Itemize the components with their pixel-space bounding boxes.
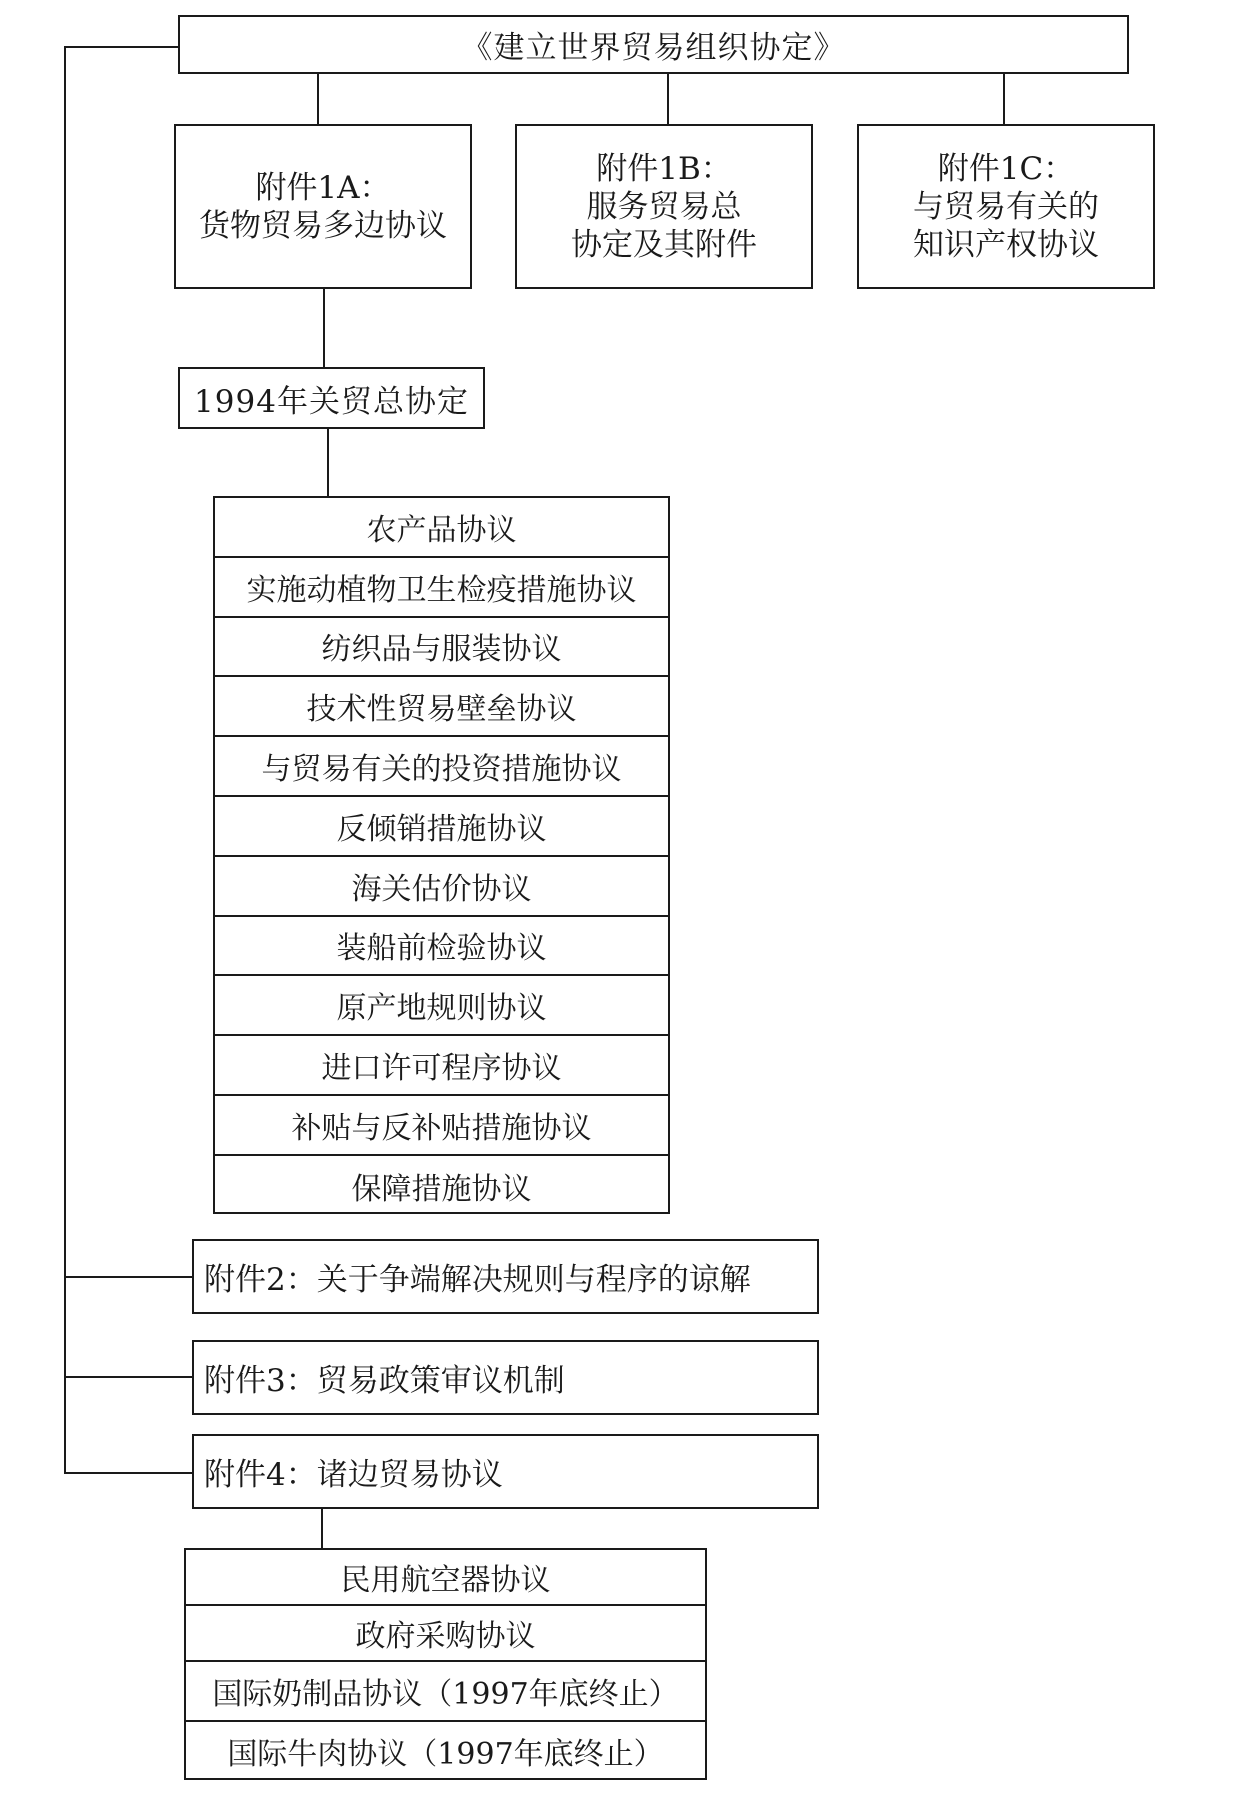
goods-agreement-item: 海关估价协议 [215,857,668,917]
annex-3-label: 附件3：贸易政策审议机制 [204,1363,565,1399]
goods-agreement-item: 与贸易有关的投资措施协议 [215,737,668,797]
goods-agreement-item: 装船前检验协议 [215,917,668,977]
gatt-1994-label: 1994年关贸总协定 [194,383,469,420]
gatt-1994-box [178,367,485,429]
plurilateral-agreement-item: 政府采购协议 [186,1606,705,1662]
annex-1c-line-3: 知识产权协议 [913,226,1099,263]
goods-agreement-item: 补贴与反补贴措施协议 [215,1096,668,1156]
connector-annex-1a-gatt [323,289,325,367]
goods-agreement-item: 实施动植物卫生检疫措施协议 [215,558,668,618]
annex-1b-line-3: 协定及其附件 [571,226,757,263]
connector-root-annex-1b [667,72,669,124]
goods-agreement-item: 保障措施协议 [351,1171,532,1207]
annex-1c-line-1: 附件1C： [937,150,1075,187]
annex-1c-box [857,124,1155,289]
connector-root-left [64,46,178,48]
plurilateral-agreement-item: 国际奶制品协议（1997年底终止） [186,1662,705,1722]
connector-spine-annex-3 [64,1376,192,1378]
annex-2-box [192,1239,819,1314]
annex-4-box [192,1434,819,1509]
goods-agreement-item: 农产品协议 [215,498,668,558]
goods-agreement-item: 纺织品与服装协议 [215,618,668,678]
annex-4-label: 附件4：诸边贸易协议 [204,1457,503,1493]
connector-left-spine [64,46,66,1474]
annex-1a-line-1: 附件1A： [255,169,391,206]
goods-agreements-list [213,496,670,1214]
annex-1a-box [174,124,472,289]
connector-spine-annex-2 [64,1276,192,1278]
wto-agreement-title: 《建立世界贸易组织协定》 [461,30,846,66]
annex-1a-line-2: 货物贸易多边协议 [199,207,447,244]
annex-3-box [192,1340,819,1415]
annex-1b-line-1: 附件1B： [596,150,732,187]
goods-agreement-item: 技术性贸易壁垒协议 [215,677,668,737]
goods-agreement-item: 反倾销措施协议 [215,797,668,857]
annex-1b-box [515,124,813,289]
plurilateral-agreement-item: 国际牛肉协议（1997年底终止） [227,1737,664,1772]
connector-root-annex-1a [317,72,319,124]
wto-agreement-box [178,15,1129,74]
connector-annex-4-plurilateral [321,1508,323,1548]
goods-agreement-item: 原产地规则协议 [215,976,668,1036]
connector-spine-annex-4 [64,1472,192,1474]
annex-1c-line-2: 与贸易有关的 [913,188,1099,225]
goods-agreement-item: 进口许可程序协议 [215,1036,668,1096]
connector-root-annex-1c [1003,72,1005,124]
plurilateral-agreement-item: 民用航空器协议 [186,1550,705,1606]
annex-2-label: 附件2：关于争端解决规则与程序的谅解 [204,1262,751,1298]
plurilateral-agreements-list [184,1548,707,1780]
connector-gatt-goods [327,429,329,496]
annex-1b-line-2: 服务贸易总 [586,188,742,225]
